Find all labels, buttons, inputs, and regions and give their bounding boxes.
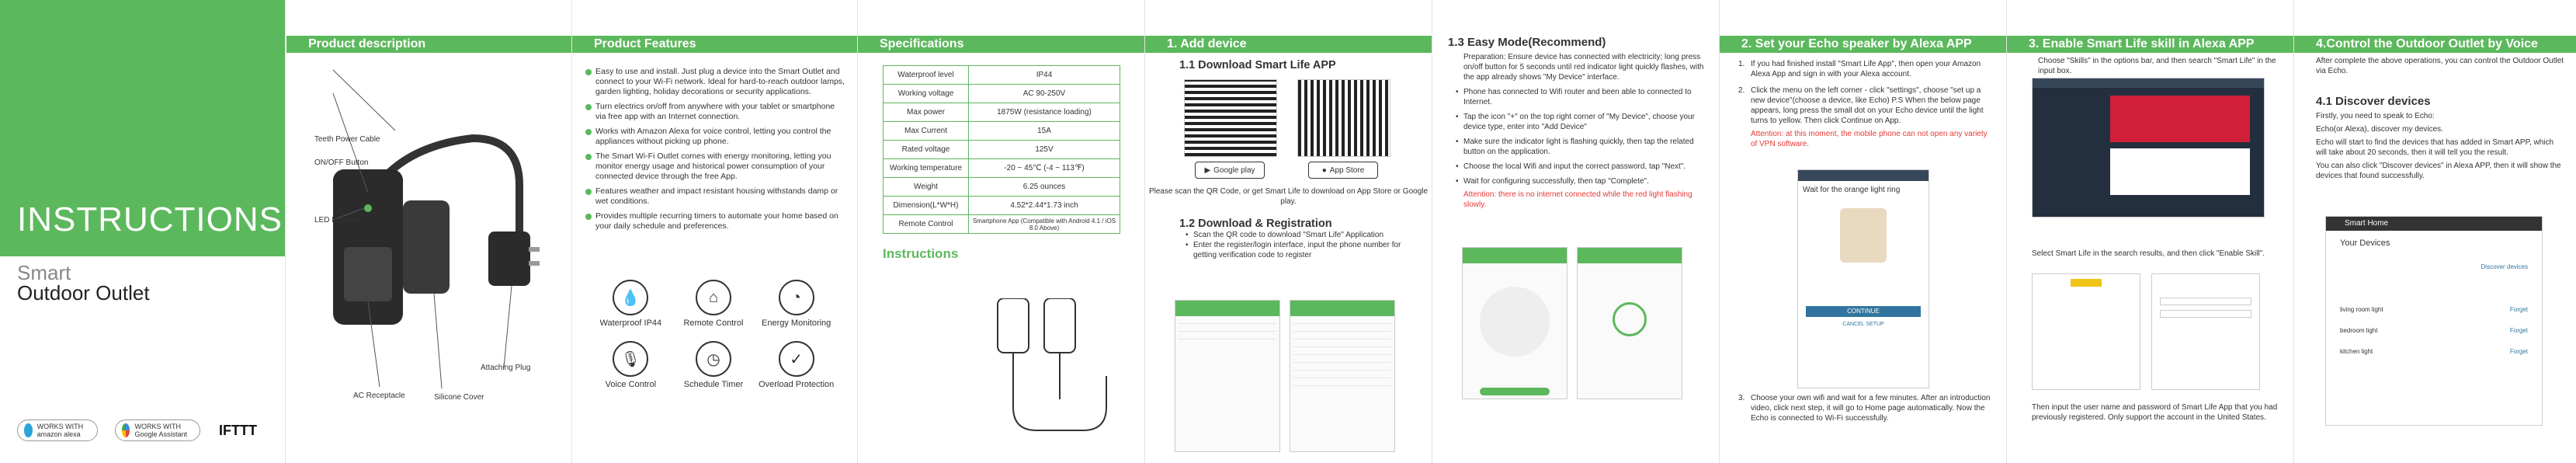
table-row: Waterproof level IP44 [884,66,1120,85]
skill-heading: 3. Enable Smart Life skill in Alexa APP [2007,36,2293,53]
add-device-heading: 1. Add device [1145,36,1432,53]
feature-item: Provides multiple recurring timers to automate your home based on your daily schedule and preferences. [595,211,846,232]
plug-outline [998,298,1029,353]
echo-step: 2. Click the menu on the left corner - click "settings", choose "set up a new device"(choose a device, like Echo) P.S When the below page appears, long press the small dot on your Echo device until the light turns to yellow. Then click Continue on App. [1751,85,1995,126]
google-assistant-logo: WORKS WITH Google Assistant [115,419,200,441]
smart-home-screen [2325,216,2543,426]
qr-codes [1184,79,1432,179]
echo-panel [1720,0,2007,463]
download-app-heading: 1.1 Download Smart Life APP [1179,59,1336,71]
skill-panel [2007,0,2294,463]
android-qr-block [1184,79,1277,179]
forget-link[interactable]: Forget [2509,306,2528,313]
register-screen [1175,300,1280,452]
add-device-screen [1462,247,1567,399]
discover-line: Echo will start to find the devices that has added in Smart APP, which will take about 20 seconds, then it will tell you the result. [2316,138,2554,157]
feature-item: Features weather and impact resistant housing withstands damp or wet conditions. [595,186,846,207]
smart-home-title: Smart Home [2326,217,2542,231]
device-row: bedroom light Forget [2340,327,2528,334]
feature-icon-voice: 🎙 Voice Control [589,341,672,390]
your-devices-heading: Your Devices [2340,238,2390,248]
callout-ac-receptacle: AC Receptacle [353,392,405,400]
store-header [2033,78,2264,88]
plug-illustration [982,298,1137,454]
account-link-screen [2151,273,2260,390]
setup-screen-title: Wait for the orange light ring [1803,186,1901,194]
control-heading: 4.Control the Outdoor Outlet by Voice [2294,36,2576,53]
alexa-logo: WORKS WITH amazon alexa [17,419,98,441]
device-illustration [1480,287,1550,357]
echo-attention: Attention: at this moment, the mobile phone can not open any variety of VPN software. [1751,130,1988,148]
skill-list [2110,148,2250,195]
callout-led-indicator: LED Indicator [314,216,362,225]
forget-link[interactable]: Forget [2509,327,2528,334]
features-panel [572,0,858,463]
discover-line: You can also click "Discover devices" in Alexa APP, then it will show the devices that found successfully. [2316,162,2561,180]
callout-line [504,286,512,367]
alexa-setup-screen [1797,169,1929,388]
feature-item: Easy to use and install. Just plug a device into the Smart Outlet and connect to your Wi-Fi network. Ideal for hard-to-reach outdoor lamps, garden lighting, holiday decorations or security applications. [595,67,846,97]
google-play-badge[interactable]: ▶ Google play [1195,162,1265,179]
google-play-icon: ▶ [1204,165,1211,175]
cover-panel [0,0,286,463]
alexa-icon [24,423,33,437]
table-row: Working voltage AC 90-250V [884,85,1120,103]
cover-title: INSTRUCTIONS [17,200,283,238]
table-row: Max power 1875W (resistance loading) [884,103,1120,122]
specifications-panel [858,0,1145,463]
echo-step: 1. If you had finished install "Smart Life App", then open your Amazon Alexa App and sign in with your Alexa account. [1751,59,1995,79]
enable-skill-screen [2032,273,2140,390]
enable-skill-button[interactable] [2071,279,2102,287]
echo-step: 3. Choose your own wifi and wait for a few minutes. After an introduction video, click next step, it will go to Home page automatically. Now the Echo is connected to Wi-Fi successfully. [1751,393,1995,423]
app-header [1175,301,1279,316]
plug-prong [529,261,540,266]
table-row: Rated voltage 125V [884,141,1120,159]
spec-table [883,65,1120,234]
confirm-button[interactable] [1480,388,1550,395]
schedule-timer-icon: ◷ [696,341,731,377]
feature-icon-grid [589,280,838,390]
easy-mode-panel [1432,0,1720,463]
table-row: Dimension(L*W*H) 4.52*2.44*1.73 inch [884,197,1120,215]
easy-mode-step: • Make sure the indicator light is flashing quickly, then tap the related button on the application. [1463,137,1708,157]
echo-heading: 2. Set your Echo speaker by Alexa APP [1720,36,2006,53]
callout-line [434,294,442,388]
discover-devices-link[interactable]: Discover devices [2481,263,2528,270]
feature-icon-energy: ◔ Energy Monitoring [755,280,838,329]
features-list [572,53,857,232]
easy-mode-step: • Phone has connected to Wifi router and been able to connected to Internet. [1463,87,1708,107]
energy-monitoring-icon: ◔ [779,280,814,315]
alexa-header [1798,170,1929,181]
ifttt-logo: IFTTT [219,422,257,438]
led-indicator [364,204,372,212]
list-item [1293,371,1391,378]
table-row: Weight 6.25 ounces [884,178,1120,197]
list-item [1293,324,1391,332]
control-panel [2294,0,2576,463]
plug-outline [1044,298,1075,353]
featured-banner [2110,96,2250,142]
table-row: Max Current 15A [884,122,1120,141]
cover-subtitle: Smart [17,261,71,284]
feature-item: Turn electrics on/off from anywhere with your tablet or smartphone via free app with an Internet connection. [595,102,846,122]
cover-product-name: Outdoor Outlet [17,281,150,305]
feature-item: The Smart Wi-Fi Outlet comes with energy monitoring, letting you monitor energy usage and historical power consumption of your connected device through the free App. [595,151,846,182]
ios-qr-block [1297,79,1390,179]
ac-receptacle [344,247,392,301]
description-heading: Product description [286,36,571,53]
device-type-screen [1290,300,1395,452]
device-row: kitchen light Forget [2340,348,2528,355]
attaching-plug [488,232,530,286]
easy-mode-step: • Tap the icon "+" on the top right corner of "My Device", choose your device type, enter into "Add Device" [1463,112,1708,132]
specifications-heading: Specifications [858,36,1144,53]
apple-icon: ● [1321,165,1327,175]
waterproof-icon: 💧 [613,280,648,315]
table-row: Remote Control Smartphone App (Compatible with Android 4.1 / iOS 8.0 Above) [884,215,1120,234]
control-intro: After complete the above operations, you can control the Outdoor Outlet via Echo. [2316,57,2564,75]
skill-login-instruction: Then input the user name and password of Smart Life App that you had previously registered. Only support the account in the United States. [2032,403,2278,422]
echo-device-illustration [1840,208,1887,263]
skill-select-instruction: Select Smart Life in the search results, and then click "Enable Skill". [2032,249,2265,258]
voice-control-icon: 🎙 [613,341,648,377]
list-item [1293,355,1391,363]
list-item [1293,363,1391,371]
feature-icon-waterproof: 💧 Waterproof IP44 [589,280,672,329]
forget-link[interactable]: Forget [2509,348,2528,355]
add-device-panel [1145,0,1432,463]
description-panel [286,0,572,463]
list-item [1293,378,1391,386]
android-qr-code[interactable] [1184,79,1277,157]
instructions-label: Instructions [883,246,959,261]
app-header [1578,248,1682,263]
registration-heading: 1.2 Download & Registration [1179,218,1332,230]
callout-attaching-plug: Attaching Plug [481,364,531,372]
overload-protection-icon: ✓ [779,341,814,377]
feature-item: Works with Amazon Alexa for voice control, letting you control the appliances without picking up phone. [595,127,846,147]
device-row: living room light Forget [2340,306,2528,313]
feature-icon-remote: ⌂ Remote Control [672,280,755,329]
easy-mode-attention: Attention: there is no internet connected while the red light flashing slowly. [1463,190,1692,209]
easy-mode-intro: Preparation: Ensure device has connected with electricity; long press on/off button for 5 seconds until red indicator light quickly flashes, with the app already shows "My Device" interface. [1463,53,1704,82]
easy-mode-step: • Wait for configuring successfully, then tap "Complete". [1463,176,1708,186]
remote-control-icon: ⌂ [696,280,731,315]
input-row [1179,316,1276,324]
connecting-screen [1577,247,1682,399]
skills-store-screen [2032,78,2265,218]
callout-on-off-button: ON/OFF Button [314,158,369,167]
plug-prong [529,247,540,252]
registration-step: • Enter the register/login interface, input the phone number for getting verification code to register [1193,240,1421,260]
google-assistant-icon [122,423,130,437]
table-row: Working temperature -20 ~ 45℃ (-4 ~ 113℉) [884,159,1120,178]
progress-ring [1613,302,1647,336]
list-item [1293,347,1391,355]
app-header [1463,248,1567,263]
input-row [1179,332,1276,339]
skill-intro: Choose "Skills" in the options bar, and then search "Smart Life" in the input box. [2038,57,2276,75]
callout-line [333,70,395,131]
easy-mode-step: • Choose the local Wifi and input the correct password, tap "Next". [1463,162,1708,172]
ios-qr-code[interactable] [1297,79,1390,157]
list-item [1293,332,1391,339]
cancel-setup-link[interactable]: CANCEL SETUP [1842,322,1884,327]
app-header [1290,301,1394,316]
app-store-badge[interactable]: ● App Store [1308,162,1378,179]
password-field[interactable] [2160,310,2251,318]
feature-icon-timer: ◷ Schedule Timer [672,341,755,390]
silicone-cover [403,200,450,294]
discover-devices-heading: 4.1 Discover devices [2316,95,2431,108]
outlet-diagram [286,53,572,463]
qr-caption: Please scan the QR Code, or get Smart Life to download on App Store or Google play. [1148,187,1429,206]
input-row [1179,324,1276,332]
features-heading: Product Features [572,36,857,53]
discover-line: Echo(or Alexa), discover my devices. [2316,125,2443,134]
easy-mode-heading: 1.3 Easy Mode(Recommend) [1448,36,1606,49]
list-item [1293,316,1391,324]
registration-step: • Scan the QR code to download "Smart Life" Application [1193,230,1421,240]
continue-button[interactable]: CONTINUE [1806,306,1921,317]
callout-silicone-cover: Silicone Cover [434,393,484,402]
callout-power-cable: Teeth Power Cable [314,135,380,144]
discover-line: Firstly, you need to speak to Echo: [2316,112,2435,120]
feature-icon-overload: ✓ Overload Protection [755,341,838,390]
list-item [1293,339,1391,347]
username-field[interactable] [2160,298,2251,305]
